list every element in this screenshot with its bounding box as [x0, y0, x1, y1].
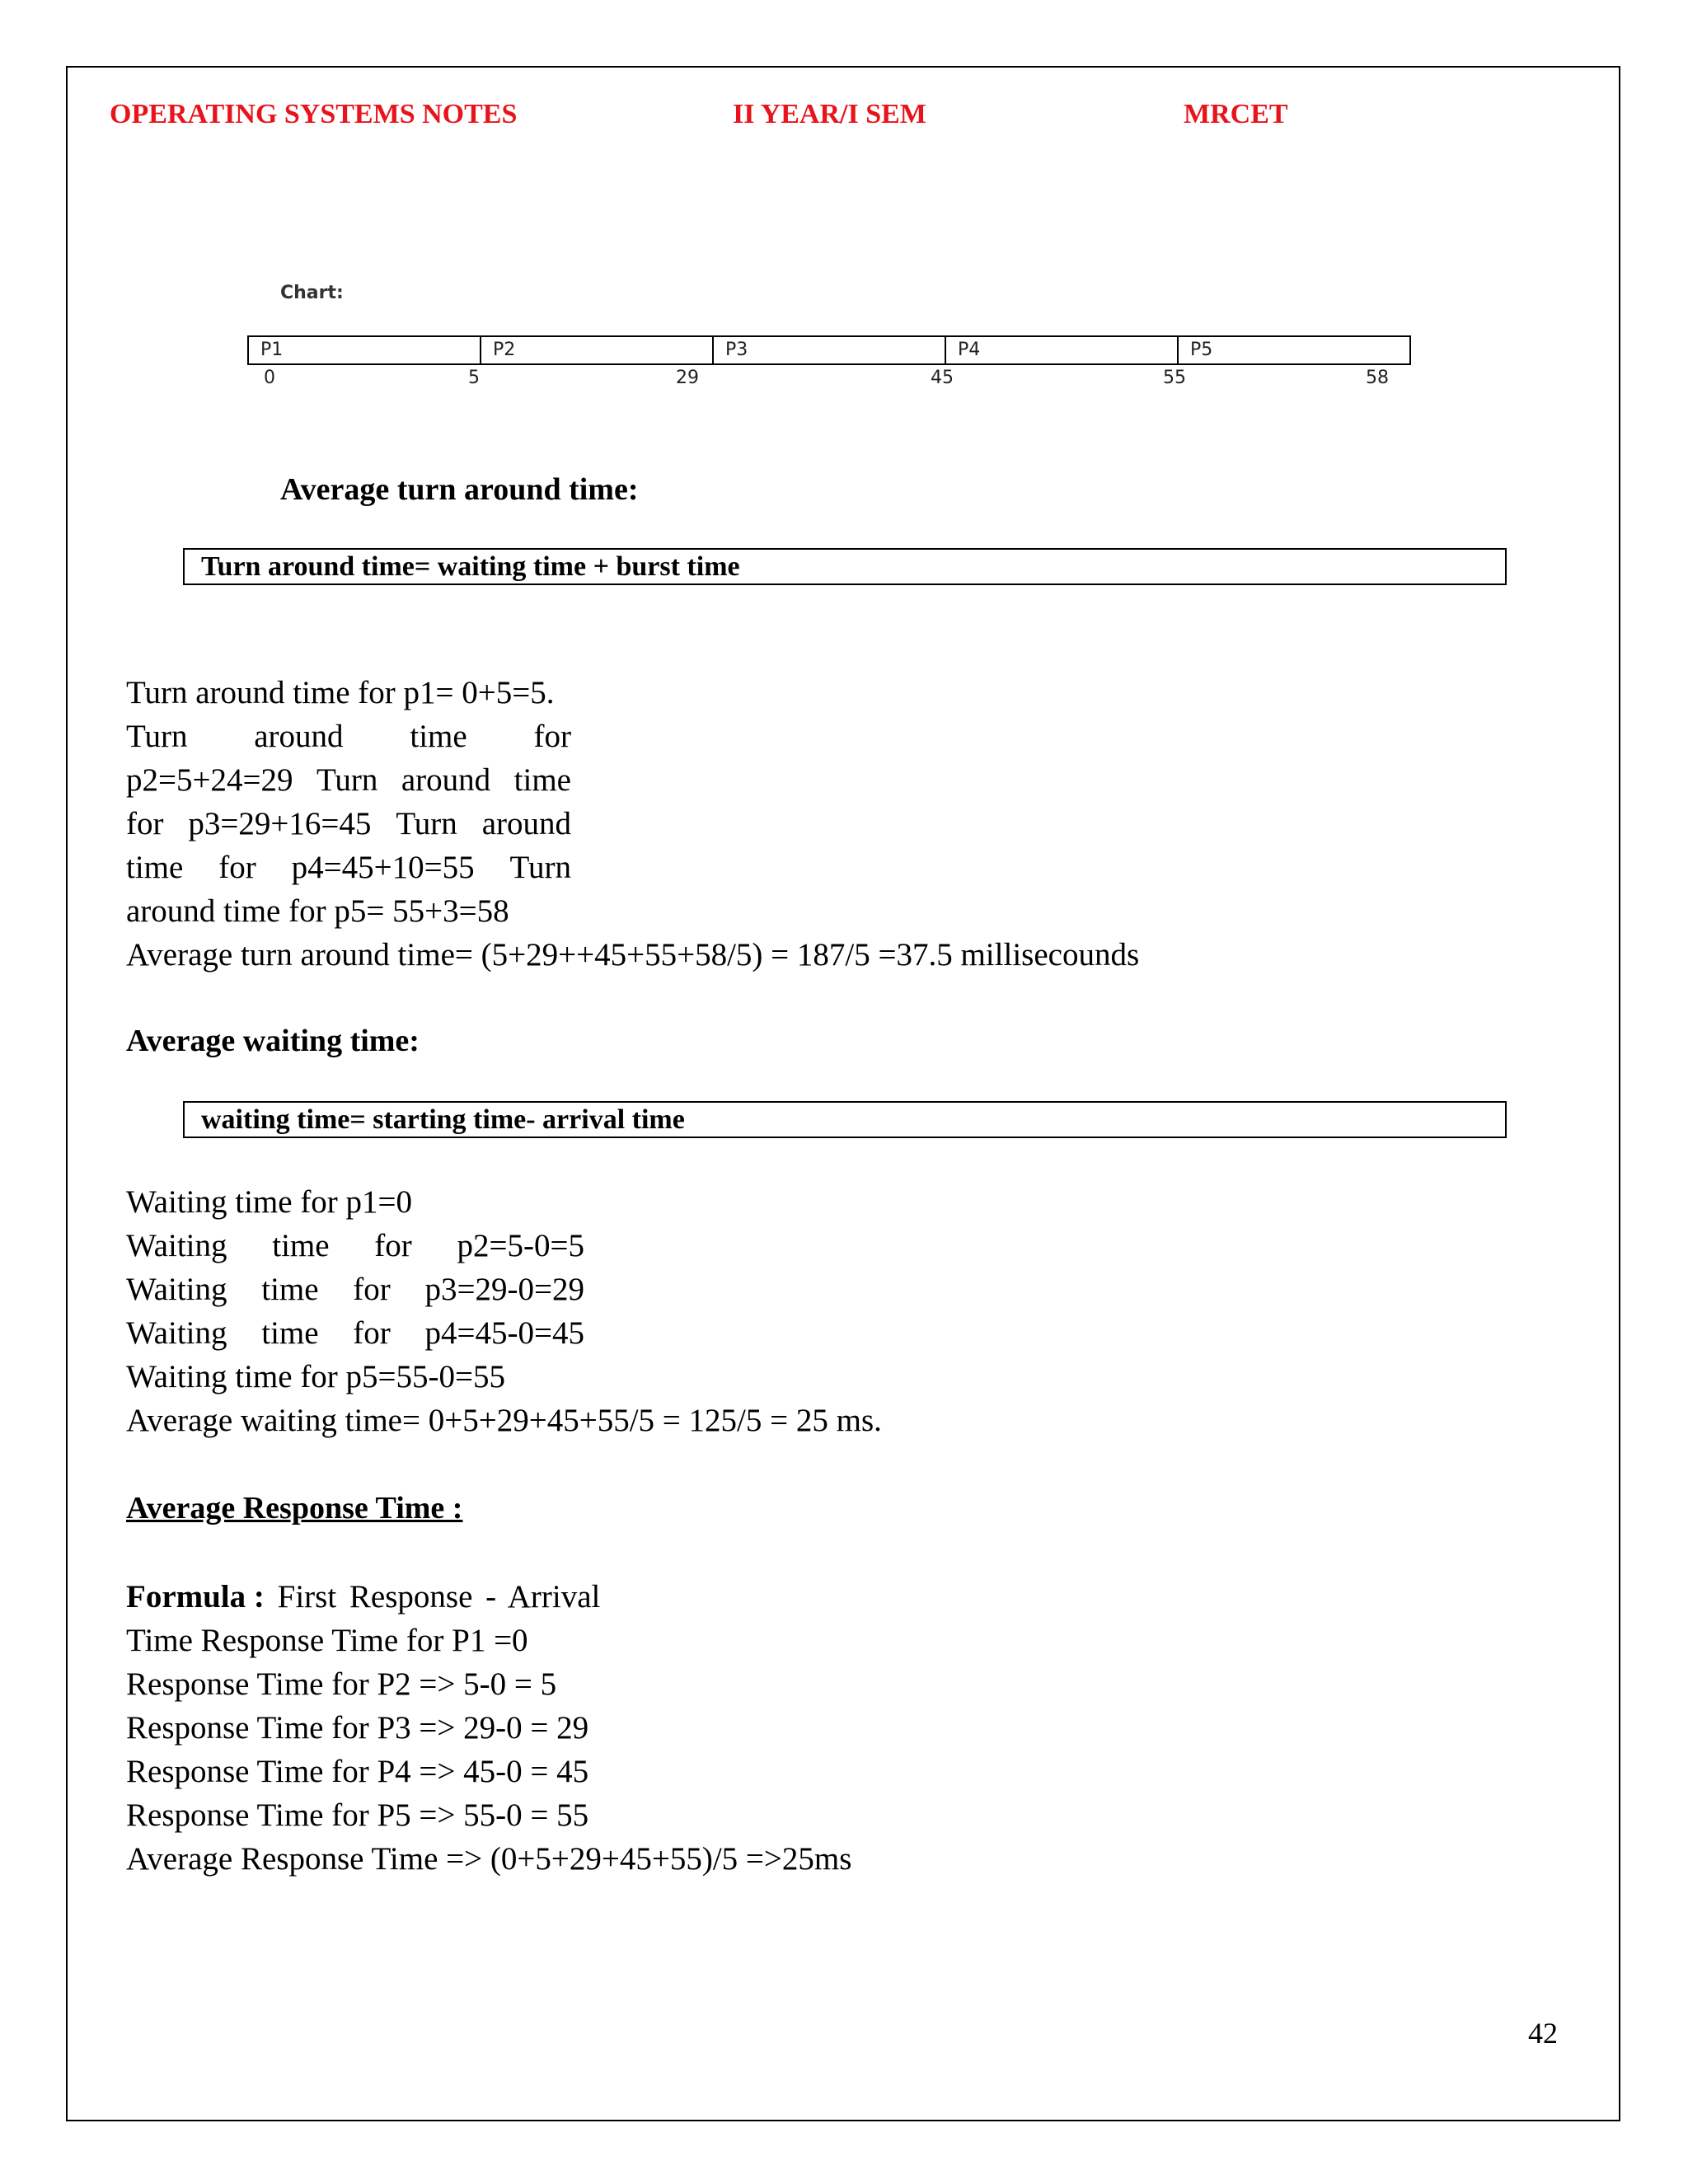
text-line: Turn around time for p1= 0+5=5.	[126, 675, 555, 710]
gantt-cell-p5: P5	[1190, 340, 1213, 360]
turnaround-formula-box: Turn around time= waiting time + burst time	[183, 548, 1507, 585]
gantt-cell-p3: P3	[714, 337, 946, 363]
gantt-tick: 45	[931, 368, 954, 388]
text-line: Turn around time for	[126, 719, 571, 754]
text-line: Waiting time for p5=55-0=55	[126, 1359, 506, 1394]
waiting-formula-box: waiting time= starting time- arrival time	[183, 1101, 1507, 1138]
header-institute: MRCET	[1184, 99, 1288, 129]
gantt-tick: 29	[676, 368, 699, 388]
gantt-cell-p2: P2	[481, 337, 714, 363]
chart-label: Chart:	[280, 283, 344, 303]
gantt-tick: 0	[264, 368, 275, 388]
header-course-title: OPERATING SYSTEMS NOTES	[110, 99, 518, 129]
text-line: Response Time for P3 => 29-0 = 29	[126, 1710, 589, 1746]
waiting-heading: Average waiting time:	[126, 1024, 420, 1058]
gantt-chart	[247, 335, 1411, 365]
gantt-tick: 5	[468, 368, 480, 388]
text-line: Response Time for P5 => 55-0 = 55	[126, 1797, 589, 1833]
turnaround-heading: Average turn around time:	[280, 472, 639, 507]
text-line: p2=5+24=29 Turn around time	[126, 762, 571, 798]
response-average: Average Response Time => (0+5+29+45+55)/5 =>25ms	[126, 1841, 852, 1877]
text-line: Waiting time for p2=5-0=5	[126, 1228, 584, 1263]
text-line: time for p4=45+10=55 Turn	[126, 850, 571, 885]
text-line: Response Time for P2 => 5-0 = 5	[126, 1666, 557, 1702]
text-line: around time for p5= 55+3=58	[126, 893, 509, 929]
turnaround-average: Average turn around time= (5+29++45+55+58/5) = 187/5 =37.5 millisecounds	[126, 937, 1140, 972]
page-number: 42	[1528, 2017, 1558, 2050]
text-line: Time Response Time for P1 =0	[126, 1623, 528, 1658]
text-line: Waiting time for p1=0	[126, 1184, 413, 1220]
formula-label: Formula :	[126, 1579, 265, 1615]
gantt-cell-p1: P1	[249, 337, 481, 363]
gantt-tick: 55	[1163, 368, 1186, 388]
gantt-cell-p4: P4	[946, 337, 1179, 363]
turnaround-paragraph	[126, 671, 571, 933]
gantt-tick: 58	[1366, 368, 1389, 388]
response-paragraph	[126, 1575, 851, 1881]
text-line: for p3=29+16=45 Turn around	[126, 806, 571, 841]
header-year-sem: II YEAR/I SEM	[733, 99, 926, 129]
waiting-paragraph	[126, 1180, 882, 1442]
text-line: Response Time for P4 => 45-0 = 45	[126, 1754, 589, 1789]
text-line: Formula : First Response - Arrival	[126, 1579, 601, 1615]
waiting-average: Average waiting time= 0+5+29+45+55/5 = 125/5 = 25 ms.	[126, 1403, 882, 1438]
response-heading: Average Response Time :	[126, 1491, 463, 1526]
text-line: Waiting time for p4=45-0=45	[126, 1315, 584, 1351]
text-line: Waiting time for p3=29-0=29	[126, 1272, 584, 1307]
